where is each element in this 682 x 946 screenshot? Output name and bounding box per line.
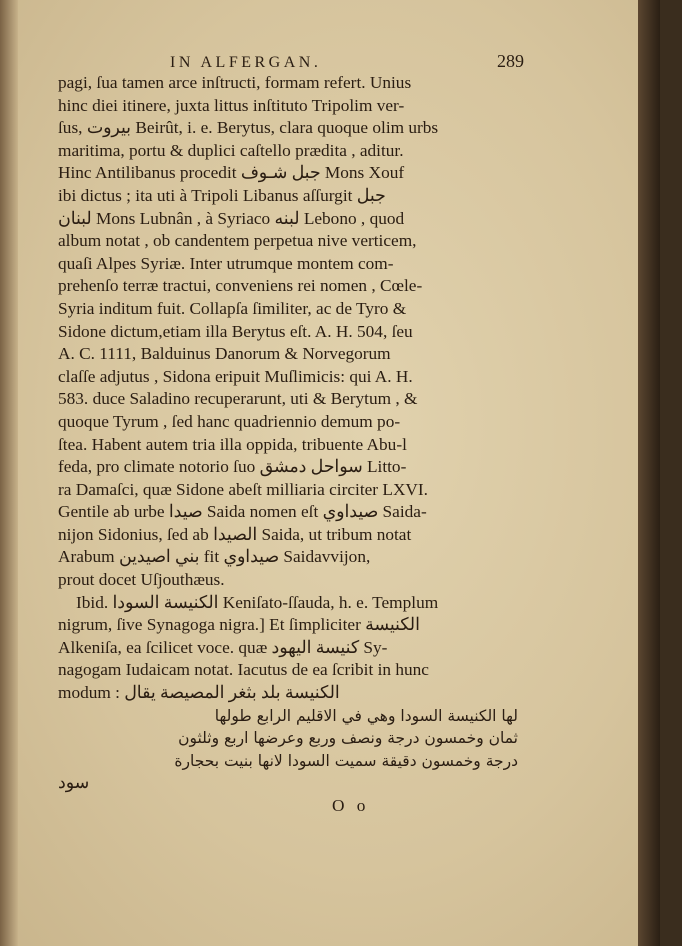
text-line: quaſi Alpes Syriæ. Inter utrumque montem com- (58, 253, 394, 273)
text-line: prout docet Uſjouthæus. (58, 570, 225, 590)
text-line: ſtea. Habent autem tria illa oppida, tribuente Abu-l (58, 434, 407, 454)
arabic-line: درجة وخمسون دقيقة سميت السودا لانها بنيت بحجارة (174, 751, 518, 770)
text-line: Syria inditum fuit. Collapſa ſimiliter, ac de Tyro & (58, 298, 407, 318)
text-line: nagogam Iudaicam notat. Iacutus de ea ſcribit in hunc (58, 660, 429, 680)
arabic-quotation (58, 705, 518, 795)
signature-mark: O o (332, 796, 370, 815)
text-line: nigrum, ſive Synagoga nigra.] Et ſimpliciter الكنيسة (58, 615, 420, 635)
arabic-line: ثمان وخمسون درجة ونصف وربع وعرضها اربع وثلثون (178, 729, 518, 748)
text-line: Arabum بني اصيدين fit صيداوي Saidavvijon, (58, 547, 371, 567)
text-line: claſſe adjutus , Sidona eripuit Muſlimicis: qui A. H. (58, 366, 413, 386)
text-line: feda, pro climate notorio ſuo سواحل دمشق Litto- (58, 457, 407, 477)
text-line: Ibid. الكنيسة السودا Keniſato-ſſauda, h. e. Templum (76, 592, 439, 612)
text-line: Alkeniſa, ea ſcilicet voce. quæ كنيسة اليهود Sy- (58, 637, 388, 657)
text-line: maritima, portu & duplici caſtello prædita , aditur. (58, 140, 404, 160)
page-edge (638, 0, 660, 946)
page-header (58, 50, 524, 72)
text-line: Hinc Antilibanus procedit جبل شـوف Mons Xouf (58, 163, 405, 183)
binding-shadow (0, 0, 18, 946)
text-line: Sidone dictum,etiam illa Berytus eſt. A. H. 504, ſeu (58, 321, 413, 341)
text-line: nijon Sidonius, ſed ab الصيدا Saida, ut tribum notat (58, 524, 412, 544)
text-line: 583. duce Saladino recuperarunt, uti & Berytum , & (58, 389, 418, 409)
arabic-line: سود (58, 773, 90, 793)
text-line: prehenſo terræ tractui, conveniens rei nomen , Cœle- (58, 276, 423, 296)
text-line: ibi dictus ; ita uti à Tripoli Libanus aſſurgit جبل (58, 185, 386, 205)
text-line: album notat , ob candentem perpetua nive verticem, (58, 231, 417, 251)
page-text (58, 50, 524, 818)
paragraph-1 (58, 72, 518, 592)
text-line: modum : الكنيسة بلد بثغر المصيصة يقال (58, 683, 340, 703)
text-line: pagi, ſua tamen arce inſtructi, formam refert. Unius (58, 73, 412, 92)
paragraph-2 (58, 592, 518, 705)
text-line: ſus, بيروت Beirût, i. e. Berytus, clara quoque olim urbs (58, 118, 439, 138)
text-line: لبنان Mons Lubnân , à Syriaco لبنه Lebono , quod (58, 208, 405, 228)
text-line: quoque Tyrum , ſed hanc quadriennio demum po- (58, 411, 401, 431)
page-number: 289 (497, 51, 524, 71)
text-line: hinc diei itinere, juxta littus inſtituto Tripolim ver- (58, 95, 405, 115)
arabic-line: لها الكنيسة السودا وهي في الاقليم الرابع طولها (214, 706, 518, 725)
text-line: A. C. 1111, Balduinus Danorum & Norvegorum (58, 344, 391, 364)
text-line: ra Damaſci, quæ Sidone abeſt milliaria circiter LXVI. (58, 479, 428, 499)
running-head: IN ALFERGAN. (170, 54, 322, 71)
text-line: Gentile ab urbe صيدا Saida nomen eſt صيداوي Saida- (58, 502, 427, 522)
